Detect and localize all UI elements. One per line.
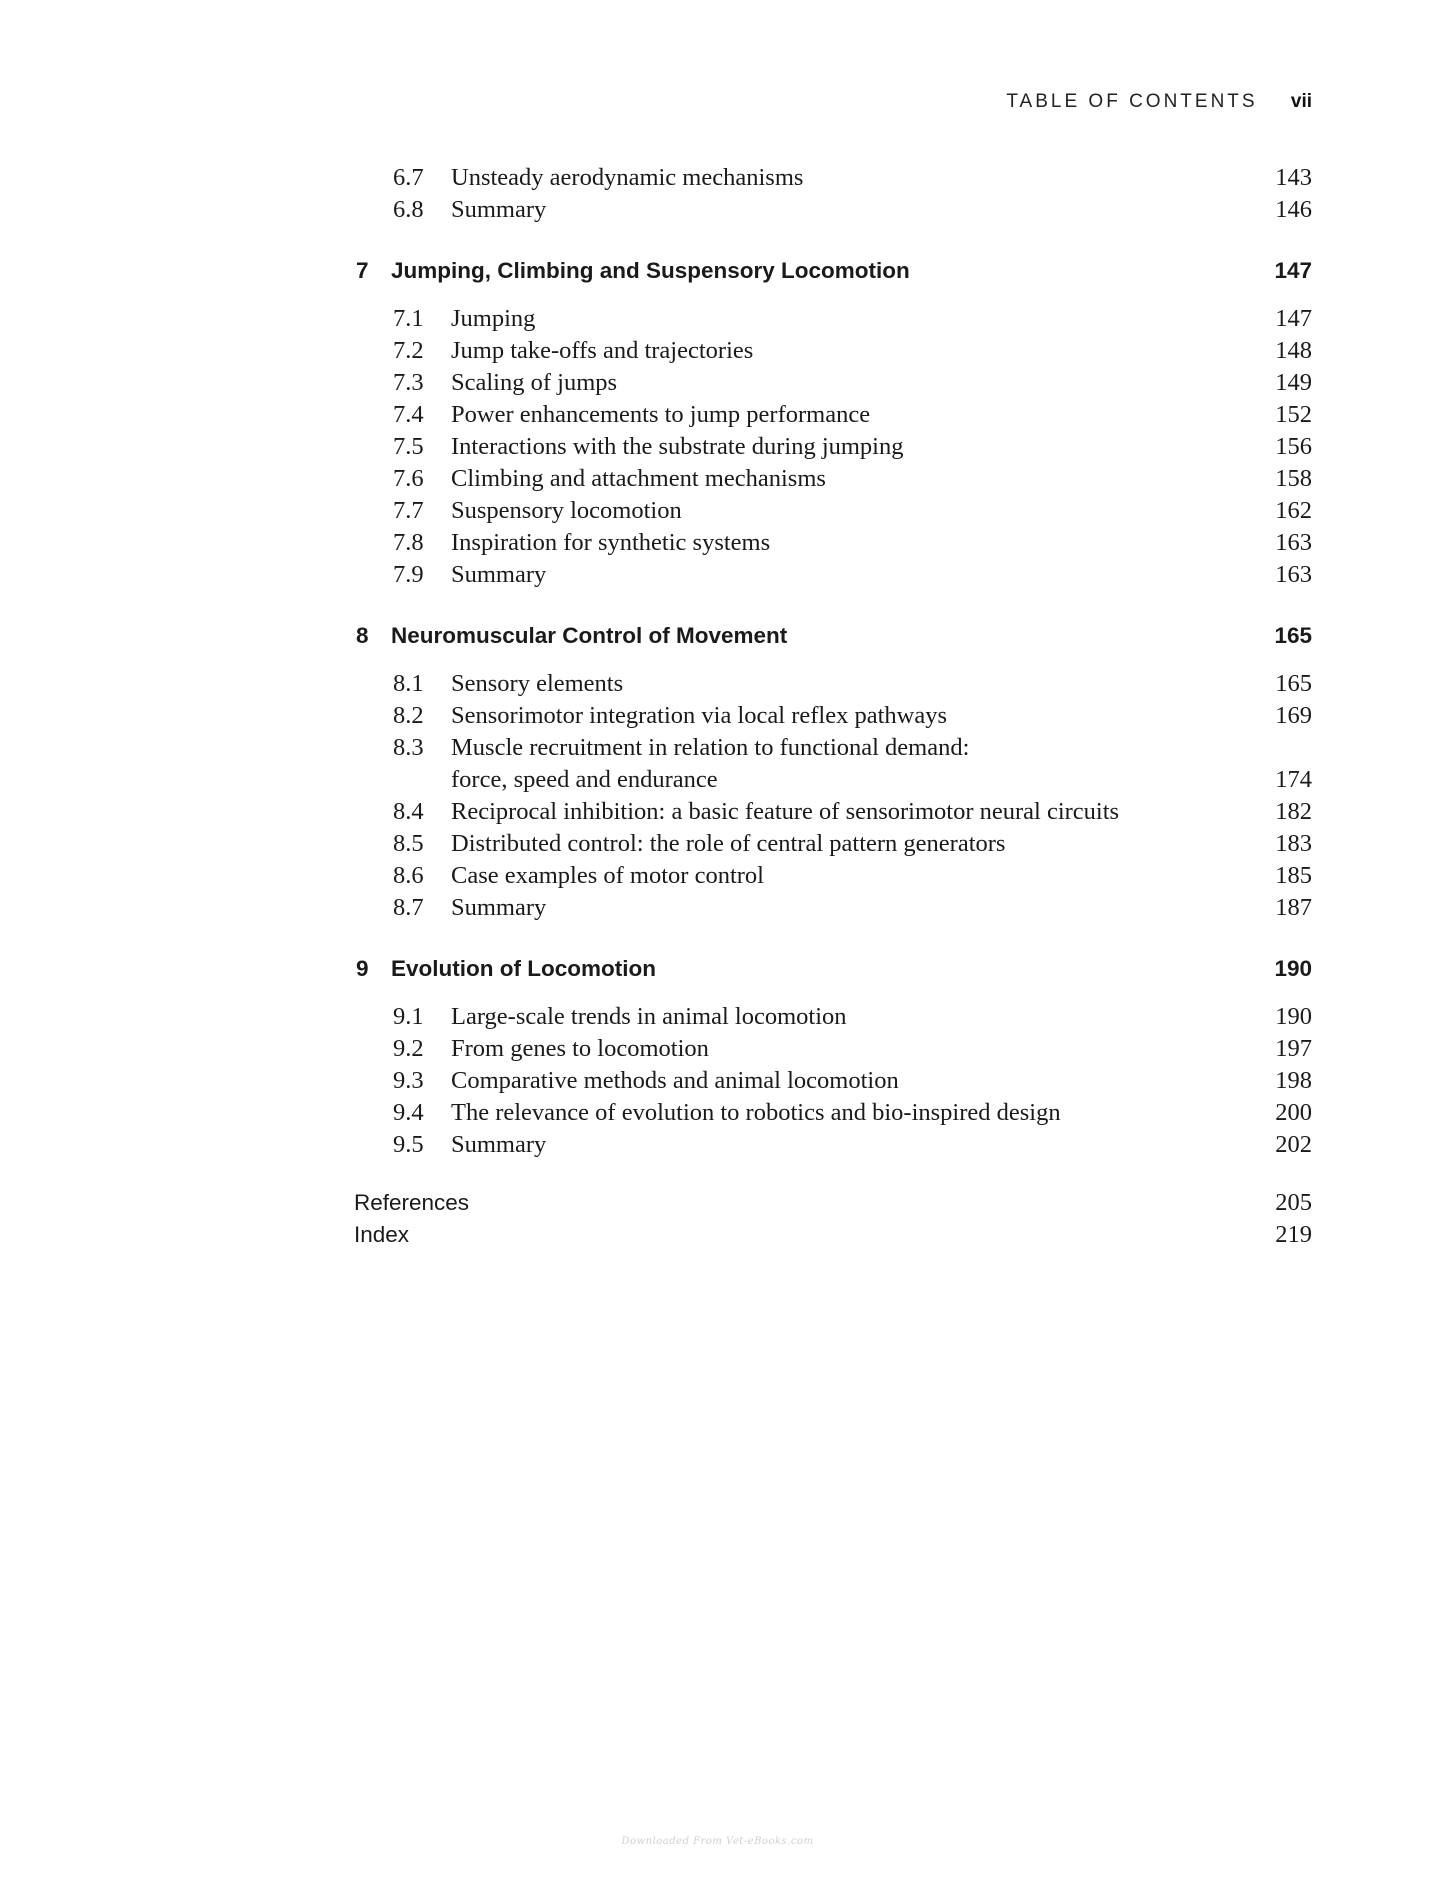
section-page: 165	[1275, 670, 1312, 697]
section-page: 152	[1275, 401, 1312, 428]
section-title: Sensory elements	[451, 670, 624, 697]
toc-section-7-1[interactable]	[0, 303, 1445, 335]
section-number: 9.4	[393, 1099, 424, 1126]
section-number: 8.1	[393, 670, 424, 697]
section-number: 7.1	[393, 305, 424, 332]
section-number: 8.3	[393, 734, 424, 761]
section-page: 185	[1275, 862, 1312, 889]
section-title: Climbing and attachment mechanisms	[451, 465, 826, 492]
toc-section-7-7[interactable]	[0, 495, 1445, 527]
section-number: 8.4	[393, 798, 424, 825]
chapter-page: 165	[1274, 623, 1312, 648]
toc-section-6-7[interactable]	[0, 162, 1445, 194]
toc-index[interactable]	[0, 1219, 1445, 1251]
toc-chapter-7[interactable]	[0, 254, 1445, 288]
section-number: 6.8	[393, 196, 424, 223]
section-number: 8.6	[393, 862, 424, 889]
toc-section-9-1[interactable]	[0, 1001, 1445, 1033]
section-number: 7.8	[393, 529, 424, 556]
section-page: 143	[1275, 164, 1312, 191]
section-number: 9.1	[393, 1003, 424, 1030]
section-number: 7.6	[393, 465, 424, 492]
section-title: Distributed control: the role of central pattern generators	[451, 830, 1006, 857]
section-title: Unsteady aerodynamic mechanisms	[451, 164, 804, 191]
chapter-title: Jumping, Climbing and Suspensory Locomotion	[391, 258, 910, 283]
section-page: 158	[1275, 465, 1312, 492]
section-title: Case examples of motor control	[451, 862, 764, 889]
section-title: Inspiration for synthetic systems	[451, 529, 771, 556]
section-number: 8.2	[393, 702, 424, 729]
section-title: From genes to locomotion	[451, 1035, 709, 1062]
section-title: Jumping	[451, 305, 536, 332]
section-title: Scaling of jumps	[451, 369, 618, 396]
section-page: 169	[1275, 702, 1312, 729]
section-page: 147	[1275, 305, 1312, 332]
toc-section-9-2[interactable]	[0, 1033, 1445, 1065]
toc-section-8-1[interactable]	[0, 668, 1445, 700]
section-title: Reciprocal inhibition: a basic feature of sensorimotor neural circuits	[451, 798, 1120, 825]
section-title: Suspensory locomotion	[451, 497, 682, 524]
back-matter-label: Index	[354, 1222, 410, 1247]
section-number: 7.4	[393, 401, 424, 428]
section-page: 156	[1275, 433, 1312, 460]
section-page: 163	[1275, 561, 1312, 588]
toc-chapter-9[interactable]	[0, 952, 1445, 986]
section-number: 8.7	[393, 894, 424, 921]
section-page: 187	[1275, 894, 1312, 921]
section-title	[451, 732, 969, 796]
section-number: 9.2	[393, 1035, 424, 1062]
chapter-page: 190	[1274, 956, 1312, 981]
section-title-line-2: force, speed and endurance	[451, 766, 718, 793]
toc-section-8-4[interactable]	[0, 796, 1445, 828]
section-number: 8.5	[393, 830, 424, 857]
toc-section-7-5[interactable]	[0, 431, 1445, 463]
chapter-number: 9	[356, 956, 369, 981]
watermark-text: Downloaded From Vet-eBooks.com	[621, 1836, 814, 1847]
chapter-number: 7	[356, 258, 369, 283]
toc-section-8-5[interactable]	[0, 828, 1445, 860]
section-title: Summary	[451, 196, 547, 223]
toc-section-9-3[interactable]	[0, 1065, 1445, 1097]
section-title: The relevance of evolution to robotics and bio-inspired design	[451, 1099, 1061, 1126]
section-title: Summary	[451, 561, 547, 588]
section-title: Interactions with the substrate during jumping	[451, 433, 904, 460]
chapter-title: Neuromuscular Control of Movement	[391, 623, 788, 648]
section-number: 7.5	[393, 433, 424, 460]
section-number: 7.9	[393, 561, 424, 588]
back-matter-label: References	[354, 1190, 470, 1215]
back-matter-page: 219	[1275, 1221, 1312, 1248]
toc-section-8-7[interactable]	[0, 892, 1445, 924]
section-page: 174	[1275, 766, 1312, 793]
toc-section-8-3[interactable]	[0, 732, 1445, 796]
section-title: Summary	[451, 1131, 547, 1158]
toc-section-8-2[interactable]	[0, 700, 1445, 732]
toc-chapter-8[interactable]	[0, 619, 1445, 653]
section-number: 9.5	[393, 1131, 424, 1158]
toc-section-7-4[interactable]	[0, 399, 1445, 431]
section-number: 9.3	[393, 1067, 424, 1094]
chapter-title: Evolution of Locomotion	[391, 956, 656, 981]
chapter-page: 147	[1274, 258, 1312, 283]
running-head	[1006, 91, 1312, 113]
section-page: 148	[1275, 337, 1312, 364]
chapter-number: 8	[356, 623, 369, 648]
back-matter	[0, 1187, 1445, 1251]
toc-section-7-6[interactable]	[0, 463, 1445, 495]
section-title: Sensorimotor integration via local reflex pathways	[451, 702, 947, 729]
table-of-contents	[0, 162, 1445, 1251]
section-number: 7.2	[393, 337, 424, 364]
section-page: 200	[1275, 1099, 1312, 1126]
section-page: 197	[1275, 1035, 1312, 1062]
back-matter-page: 205	[1275, 1189, 1312, 1216]
section-page: 162	[1275, 497, 1312, 524]
toc-references[interactable]	[0, 1187, 1445, 1219]
toc-section-7-2[interactable]	[0, 335, 1445, 367]
toc-section-7-8[interactable]	[0, 527, 1445, 559]
section-title-line-1: Muscle recruitment in relation to functional demand:	[451, 734, 970, 761]
section-title: Power enhancements to jump performance	[451, 401, 871, 428]
running-head-page-number: vii	[1290, 91, 1312, 112]
section-title: Jump take-offs and trajectories	[451, 337, 754, 364]
section-page: 149	[1275, 369, 1312, 396]
section-page: 163	[1275, 529, 1312, 556]
section-page: 182	[1275, 798, 1312, 825]
section-number: 7.3	[393, 369, 424, 396]
section-number: 6.7	[393, 164, 424, 191]
section-title: Summary	[451, 894, 547, 921]
section-page: 202	[1275, 1131, 1312, 1158]
running-head-title: TABLE OF CONTENTS	[1006, 91, 1258, 112]
section-title: Comparative methods and animal locomotion	[451, 1067, 899, 1094]
section-title: Large-scale trends in animal locomotion	[451, 1003, 847, 1030]
section-number: 7.7	[393, 497, 424, 524]
toc-section-9-5[interactable]	[0, 1129, 1445, 1161]
toc-section-8-6[interactable]	[0, 860, 1445, 892]
toc-section-7-9[interactable]	[0, 559, 1445, 591]
toc-section-7-3[interactable]	[0, 367, 1445, 399]
toc-section-9-4[interactable]	[0, 1097, 1445, 1129]
section-page: 198	[1275, 1067, 1312, 1094]
toc-section-6-8[interactable]	[0, 194, 1445, 226]
section-page: 146	[1275, 196, 1312, 223]
section-page: 190	[1275, 1003, 1312, 1030]
section-page: 183	[1275, 830, 1312, 857]
